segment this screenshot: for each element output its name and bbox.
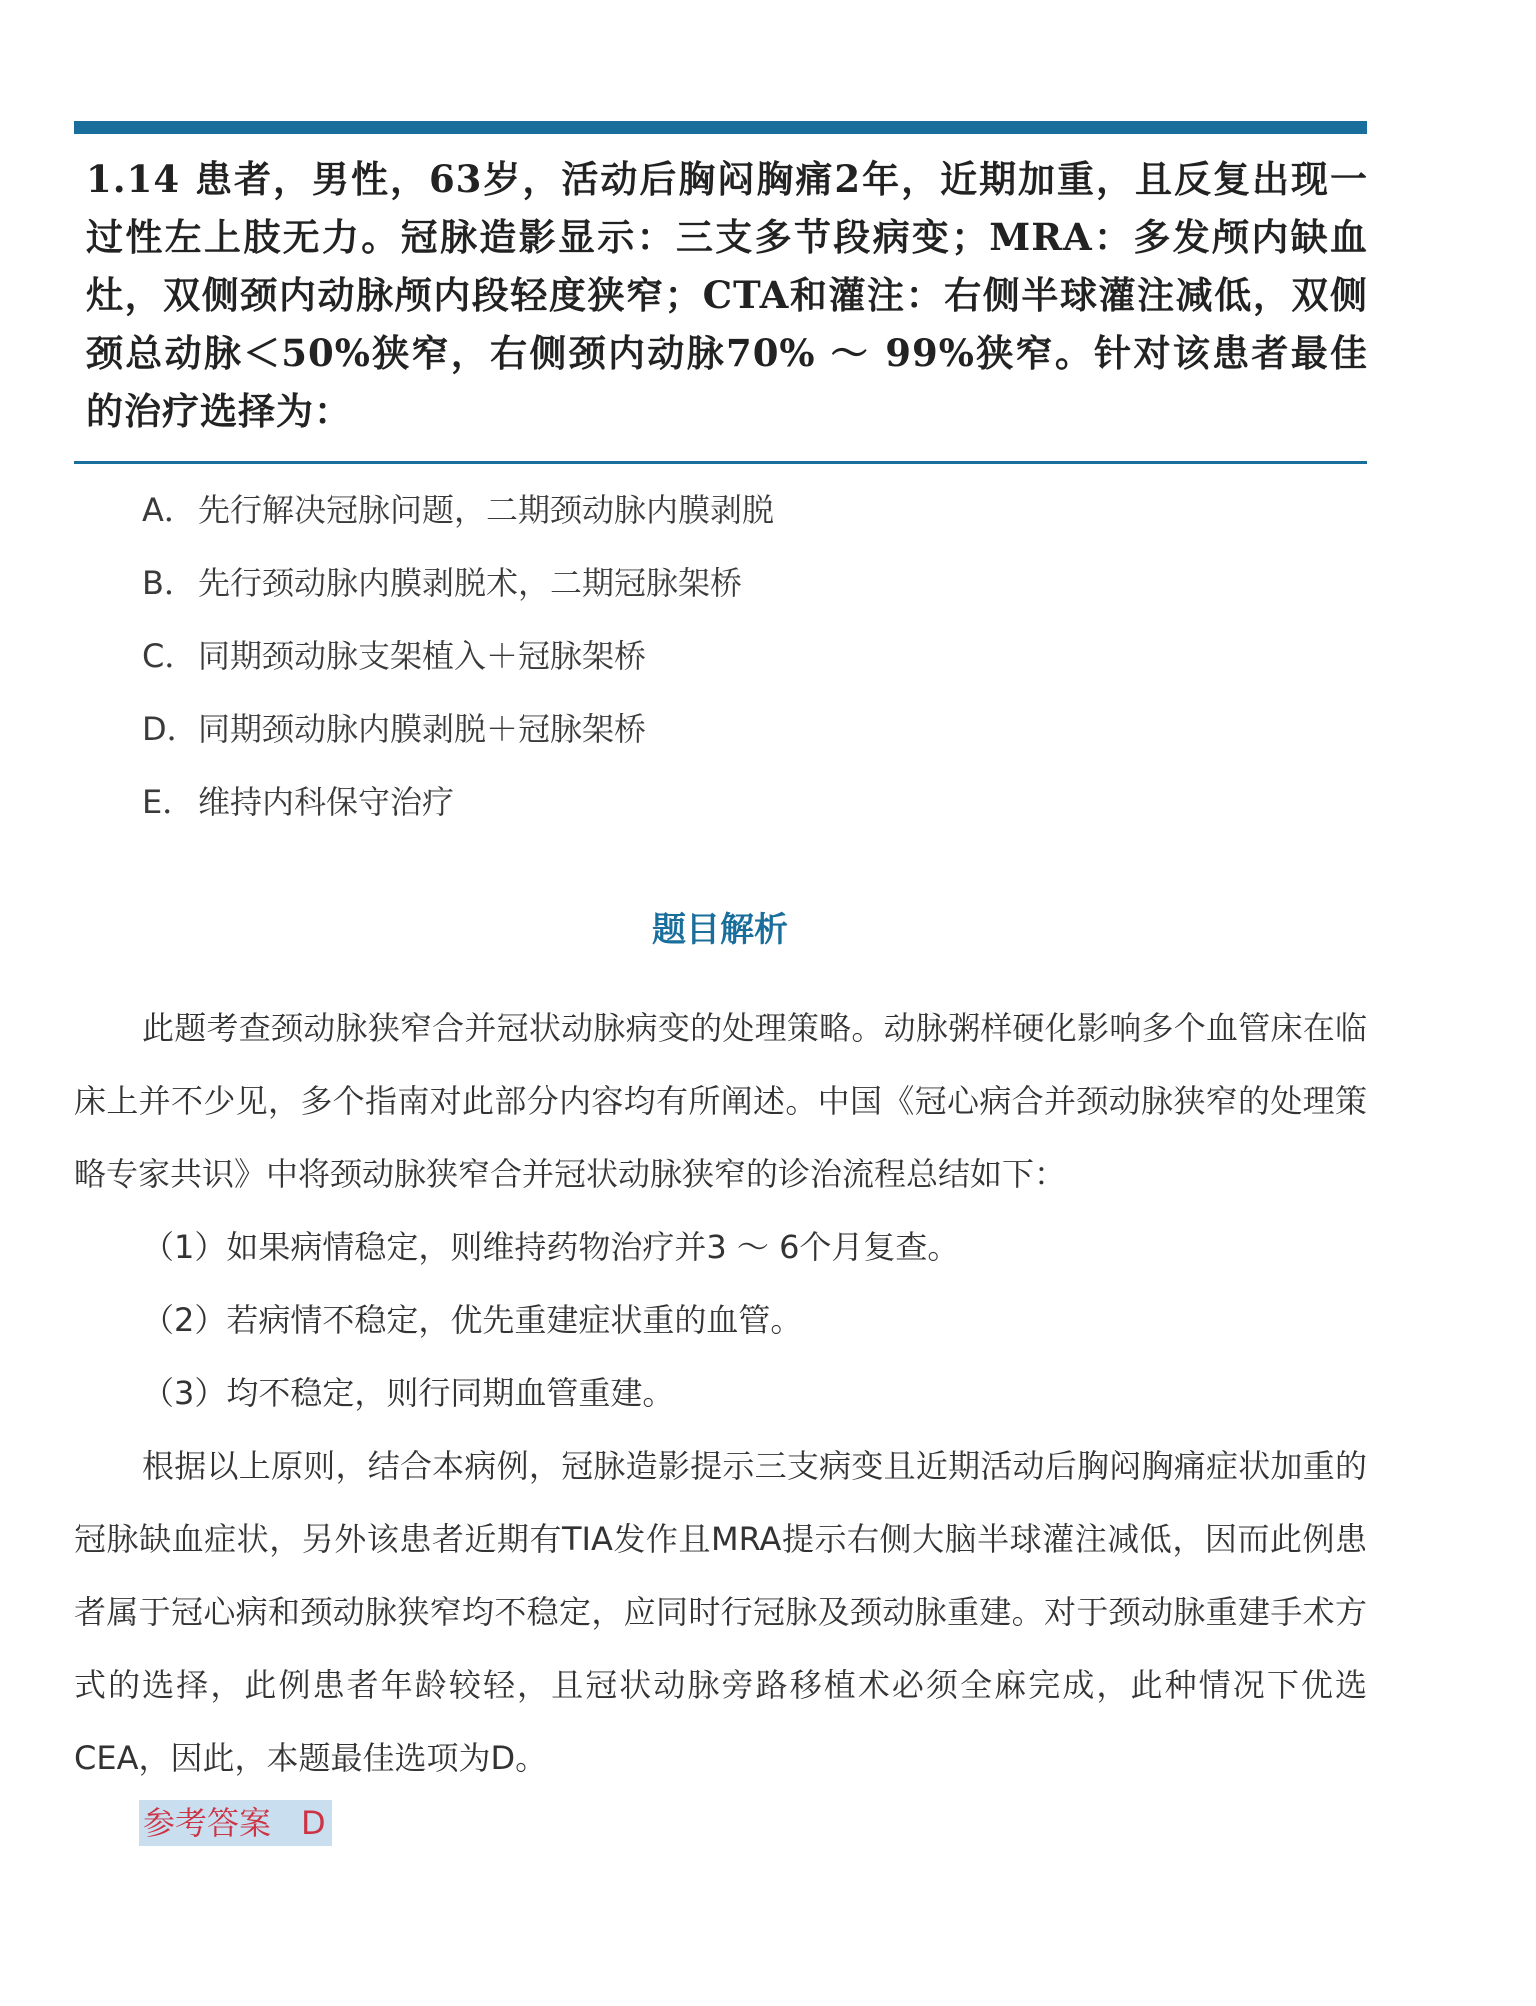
option-text: 先行解决冠脉问题，二期颈动脉内膜剥脱 — [198, 491, 775, 529]
analysis-body — [74, 992, 1367, 1795]
answer-label: 参考答案 — [143, 1804, 272, 1842]
option-text: 先行颈动脉内膜剥脱术，二期冠脉架桥 — [198, 564, 743, 602]
top-rule — [74, 121, 1367, 134]
analysis-intro: 此题考查颈动脉狭窄合并冠状动脉病变的处理策略。动脉粥样硬化影响多个血管床在临床上并不少见，多个指南对此部分内容均有所阐述。中国《冠心病合并颈动脉狭窄的处理策略专家共识》中将颈动脉狭窄合并冠状动脉狭窄的诊治流程总结如下： — [74, 1009, 1367, 1193]
option-text: 维持内科保守治疗 — [198, 783, 455, 821]
question-stem: 1.14 患者，男性，63岁，活动后胸闷胸痛2年，近期加重，且反复出现一过性左上肢无力。冠脉造影显示：三支多节段病变；MRA：多发颅内缺血灶，双侧颈内动脉颅内段轻度狭窄；CTA和灌注：右侧半球灌注减低，双侧颈总动脉＜50%狭窄，右侧颈内动脉70% ～ 99%狭窄。针对该患者最佳的治疗选择为： — [86, 157, 1368, 433]
option-text: 同期颈动脉支架植入＋冠脉架桥 — [198, 637, 647, 675]
option-e — [142, 774, 774, 847]
option-b — [142, 555, 774, 628]
analysis-step-2: （2）若病情不稳定，优先重建症状重的血管。 — [142, 1301, 803, 1339]
option-letter: E． — [142, 783, 195, 821]
option-text: 同期颈动脉内膜剥脱＋冠脉架桥 — [198, 710, 647, 748]
option-d — [142, 701, 774, 774]
option-letter: A． — [142, 491, 196, 529]
analysis-step-1: （1）如果病情稳定，则维持药物治疗并3 ～ 6个月复查。 — [142, 1228, 960, 1266]
question-divider — [74, 461, 1367, 464]
analysis-conclusion: 根据以上原则，结合本病例，冠脉造影提示三支病变且近期活动后胸闷胸痛症状加重的冠脉缺血症状，另外该患者近期有TIA发作且MRA提示右侧大脑半球灌注减低，因而此例患者属于冠心病和颈动脉狭窄均不稳定，应同时行冠脉及颈动脉重建。对于颈动脉重建手术方式的选择，此例患者年龄较轻，且冠状动脉旁路移植术必须全麻完成，此种情况下优选CEA，因此，本题最佳选项为D。 — [74, 1447, 1367, 1777]
reference-answer — [139, 1800, 332, 1846]
option-letter: C． — [142, 637, 197, 675]
option-c — [142, 628, 774, 701]
option-a — [142, 482, 774, 555]
analysis-title: 题目解析 — [652, 910, 788, 950]
option-list — [142, 482, 774, 847]
option-letter: B． — [142, 564, 196, 602]
answer-value: D — [301, 1804, 326, 1842]
option-letter: D． — [142, 710, 199, 748]
analysis-step-3: （3）均不稳定，则行同期血管重建。 — [142, 1374, 675, 1412]
